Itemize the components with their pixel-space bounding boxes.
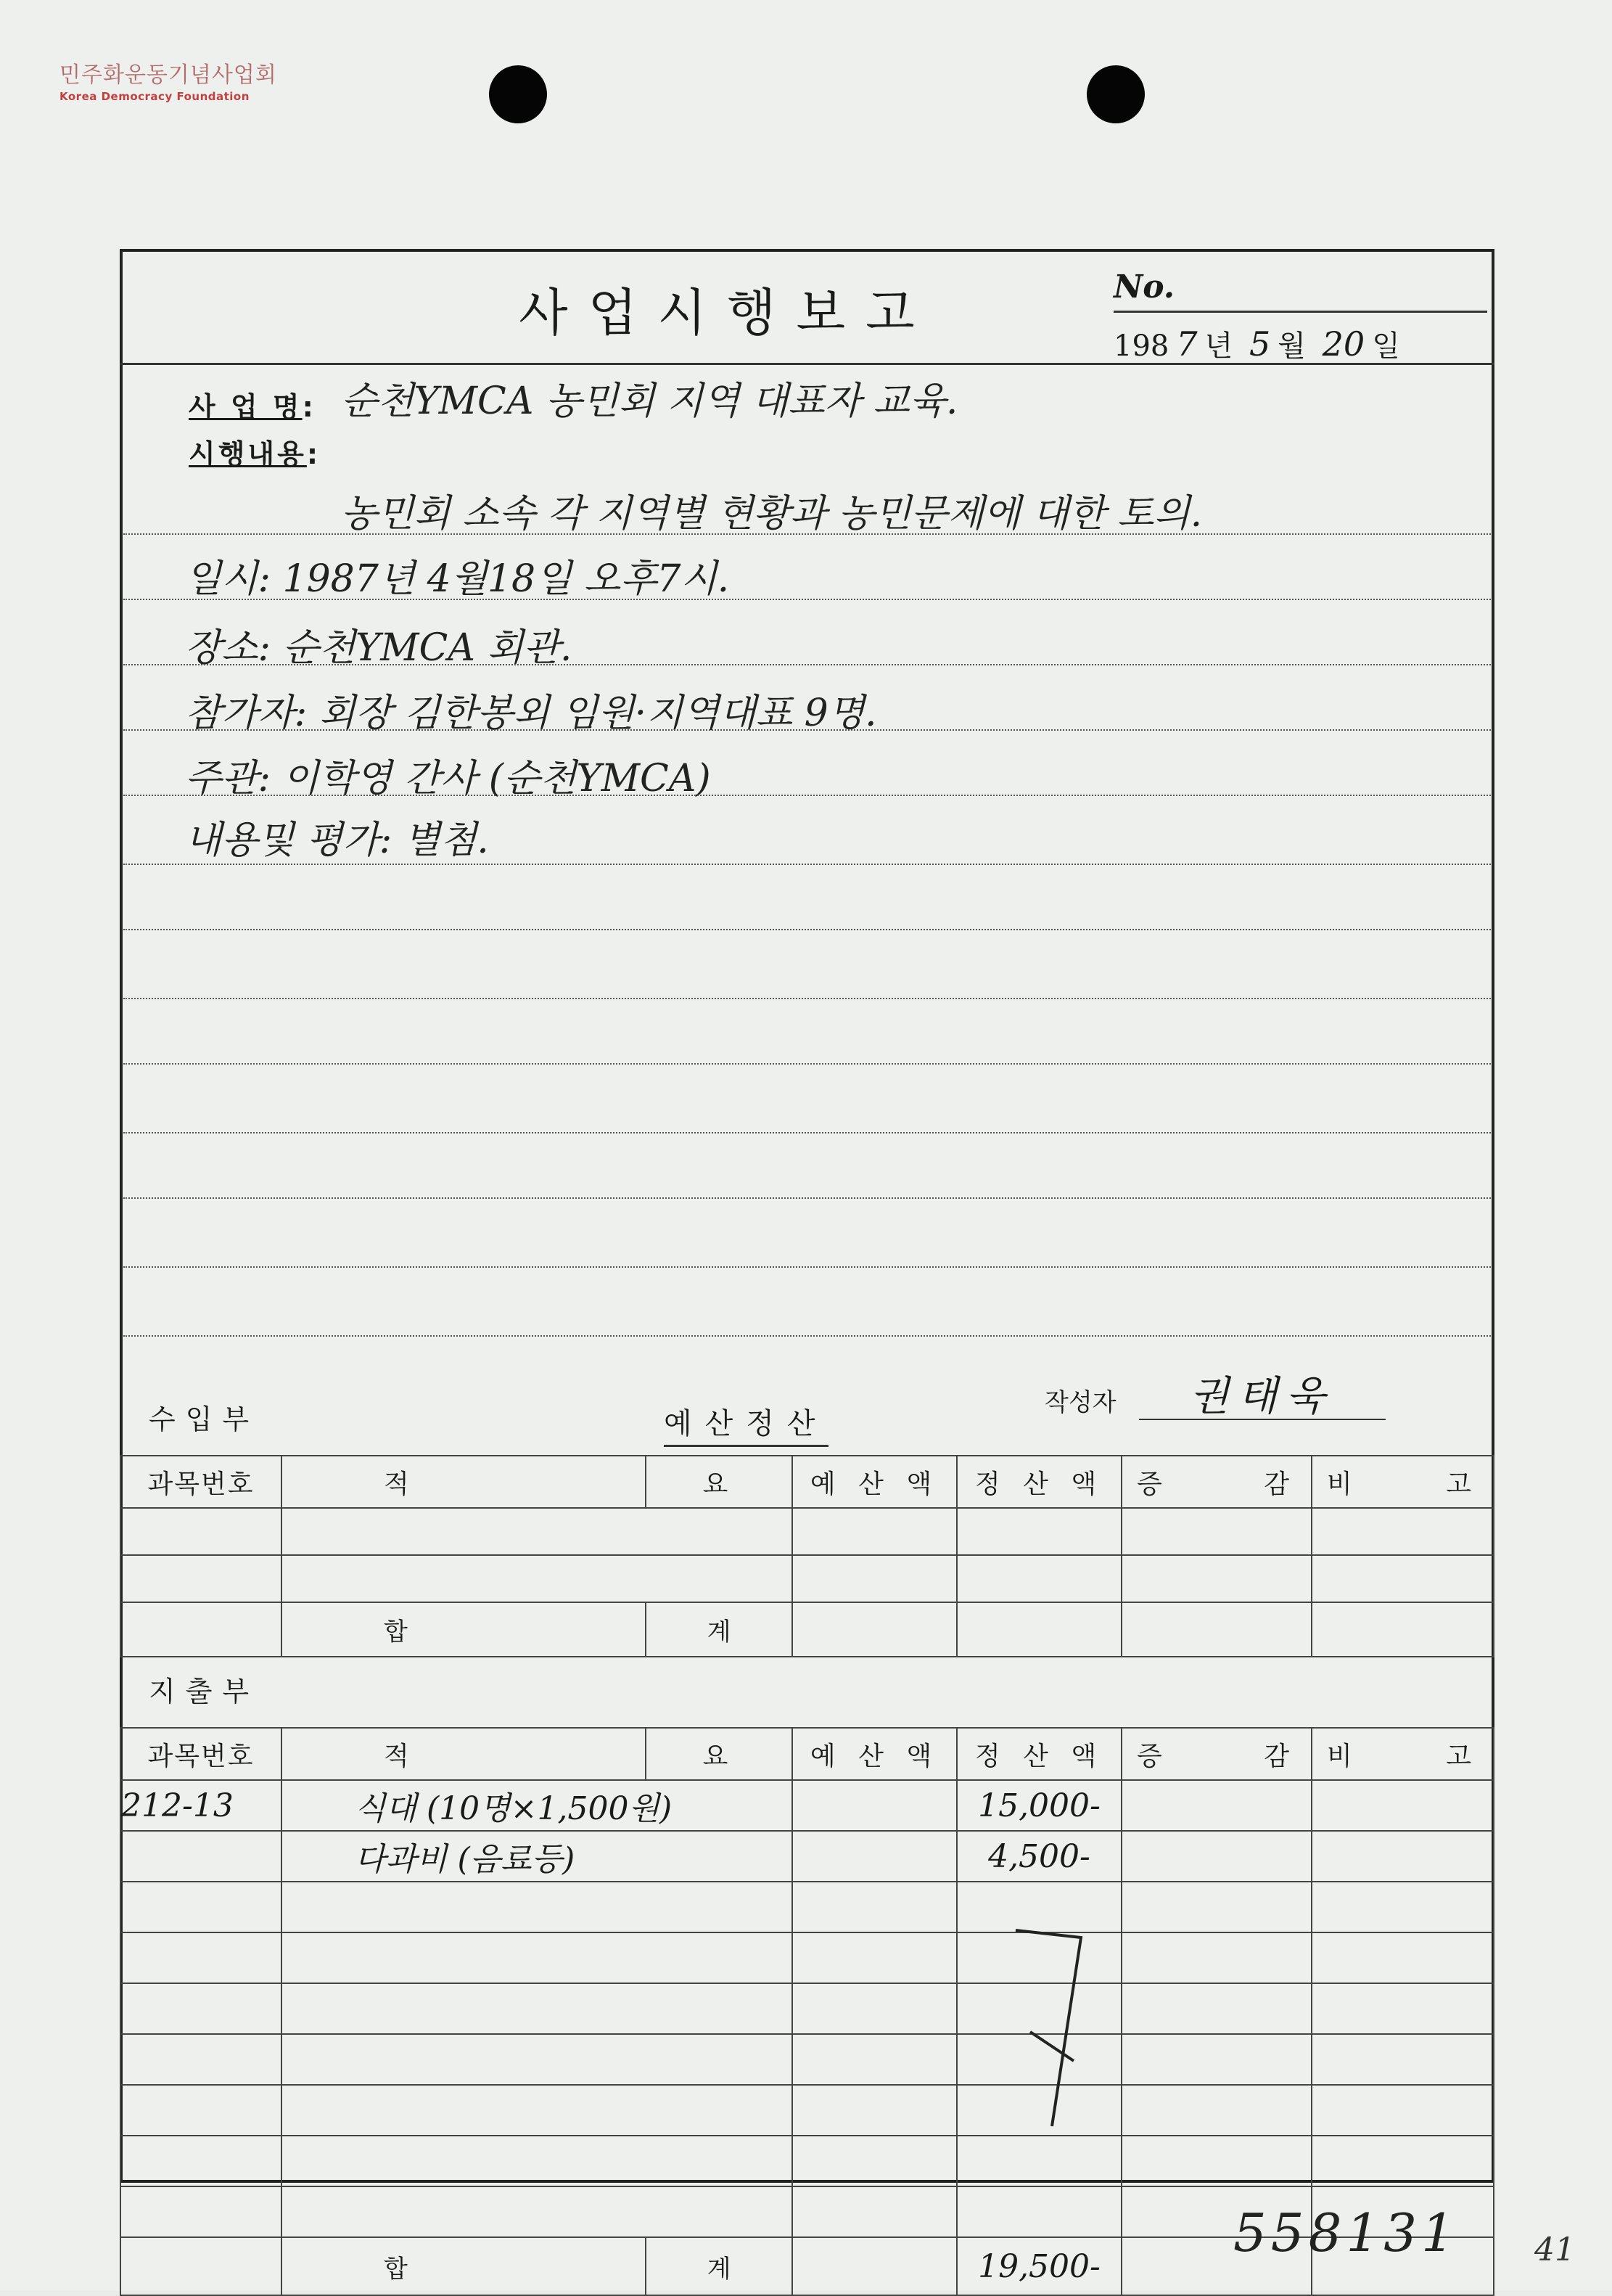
content-line-3: 장소: 순천YMCA 회관.	[185, 626, 572, 670]
col-note-1: 비	[1312, 1728, 1399, 1780]
ruled-line	[123, 533, 1491, 535]
col-inc: 증	[1122, 1728, 1217, 1780]
expense-code: 212-13	[120, 1780, 281, 1831]
col-note-1: 비	[1312, 1456, 1399, 1508]
number-underline	[1114, 311, 1487, 313]
project-value: 순천YMCA 농민회 지역 대표자 교육.	[341, 380, 958, 423]
income-total-row	[120, 1602, 1494, 1657]
income-header-row	[120, 1456, 1494, 1508]
ruled-line	[123, 729, 1491, 731]
punch-hole-right	[1087, 65, 1145, 123]
day-unit: 일	[1372, 329, 1400, 363]
ruled-line	[123, 1132, 1491, 1133]
ruled-line	[123, 864, 1491, 865]
expense-total-amount: 19,500-	[957, 2237, 1122, 2295]
ruled-line	[123, 664, 1491, 665]
expense-row	[120, 2034, 1494, 2085]
number-label: No.	[1114, 268, 1175, 306]
content-line-1: 농민회 소속 각 지역별 현황과 농민문제에 대한 토의.	[341, 492, 1203, 536]
ruled-line	[123, 599, 1491, 600]
expense-section-label: 지출부	[149, 1676, 260, 1707]
col-budget: 예 산 액	[792, 1728, 957, 1780]
watermark-logo	[59, 57, 277, 103]
ruled-line	[123, 929, 1491, 930]
expense-row	[120, 1983, 1494, 2034]
income-total-label-1: 합	[281, 1602, 646, 1657]
col-desc-1: 적	[281, 1456, 646, 1508]
income-table	[120, 1455, 1494, 1657]
income-section-label: 수입부	[149, 1403, 260, 1435]
col-desc-2: 요	[646, 1728, 792, 1780]
month-unit: 월	[1278, 329, 1306, 363]
punch-hole-left	[489, 65, 547, 123]
income-row	[120, 1555, 1494, 1602]
expense-desc: 다과비 (음료등)	[281, 1831, 792, 1882]
day-value: 20	[1322, 324, 1365, 364]
watermark-english: Korea Democracy Foundation	[59, 90, 250, 103]
content-label: 시행내용:	[189, 438, 321, 470]
col-code: 과목번호	[120, 1456, 281, 1508]
income-row	[120, 1508, 1494, 1555]
col-dec: 감	[1217, 1728, 1312, 1780]
content-line-5: 주관: 이학영 간사 (순천YMCA)	[185, 757, 711, 800]
ruled-line	[123, 1335, 1491, 1337]
col-inc: 증	[1122, 1456, 1217, 1508]
expense-amount: 4,500-	[957, 1831, 1122, 1882]
expense-amount: 15,000-	[957, 1780, 1122, 1831]
col-desc-1: 적	[281, 1728, 646, 1780]
expense-total-label-1: 합	[281, 2237, 646, 2295]
project-label: 사 업 명:	[189, 391, 316, 423]
year-prefix: 198	[1114, 329, 1169, 363]
year-digit: 7	[1176, 324, 1198, 364]
expense-row	[120, 1882, 1494, 1932]
year-unit: 년	[1204, 329, 1233, 363]
watermark-korean: 민주화운동기념사업회	[59, 62, 277, 88]
content-line-6: 내용및 평가: 별첨.	[185, 819, 489, 862]
expense-row	[120, 2085, 1494, 2136]
col-settled: 정 산 액	[957, 1728, 1122, 1780]
expense-desc: 식대 (10명×1,500원)	[281, 1780, 792, 1831]
ruled-line	[123, 1063, 1491, 1065]
ruled-line	[123, 998, 1491, 999]
content-line-4: 참가자: 회장 김한봉외 임원·지역대표 9명.	[185, 692, 877, 735]
handwritten-sum-mark	[1008, 1916, 1095, 2133]
col-note-2: 고	[1399, 1728, 1494, 1780]
expense-header-row	[120, 1728, 1494, 1780]
col-code: 과목번호	[120, 1728, 281, 1780]
expense-row	[120, 1932, 1494, 1983]
expense-total-label-2: 계	[646, 2237, 792, 2295]
author-label: 작성자	[1045, 1388, 1117, 1417]
col-budget: 예 산 액	[792, 1456, 957, 1508]
col-settled: 정 산 액	[957, 1456, 1122, 1508]
col-note-2: 고	[1399, 1456, 1494, 1508]
author-underline	[1139, 1419, 1386, 1420]
budget-section-title: 예산정산	[664, 1401, 828, 1447]
archive-number: 558131	[1233, 2202, 1459, 2263]
header-divider	[120, 363, 1494, 365]
expense-row	[120, 1831, 1494, 1882]
author-name: 권태욱	[1190, 1373, 1334, 1420]
ruled-line	[123, 795, 1491, 796]
col-desc-2: 요	[646, 1456, 792, 1508]
expense-row	[120, 2136, 1494, 2186]
ruled-line	[123, 1197, 1491, 1199]
month-value: 5	[1249, 324, 1271, 364]
form-title: 사업시행보고	[519, 283, 935, 343]
ruled-line	[123, 1266, 1491, 1268]
content-line-2: 일시: 1987년 4월18일 오후7시.	[185, 557, 730, 601]
expense-code	[120, 1831, 281, 1882]
expense-row	[120, 1780, 1494, 1831]
report-date	[1114, 323, 1400, 364]
col-dec: 감	[1217, 1456, 1312, 1508]
page-number: 41	[1534, 2231, 1575, 2268]
income-total-label-2: 계	[646, 1602, 792, 1657]
